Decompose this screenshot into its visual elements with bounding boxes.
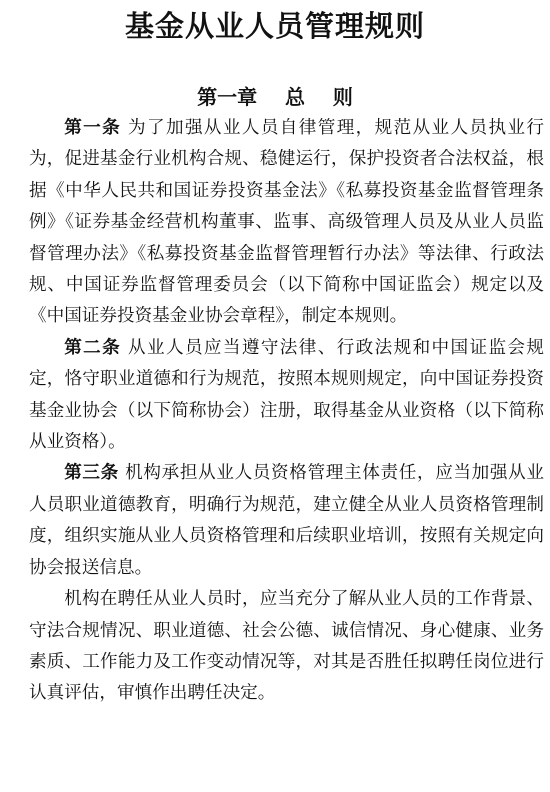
article-label: 第一条 <box>64 118 122 138</box>
document-title: 基金从业人员管理规则 <box>124 9 425 43</box>
document-body <box>29 113 544 710</box>
article-text: 从业人员应当遵守法律、行政法规和中国证监会规定，恪守职业道德和行为规范，按照本规则规定，向中国证券投资基金业协会（以下简称协会）注册，取得基金从业资格（以下简称从业资格）。 <box>29 337 544 453</box>
article-text: 为了加强从业人员自律管理，规范从业人员执业行为，促进基金行业机构合规、稳健运行，保护投资者合法权益，根据《中华人民共和国证券投资基金法》《私募投资基金监督管理条例》《证券基金经营机构董事、监事、高级管理人员及从业人员监督管理办法》《私募投资基金监督管理暂行办法》等法律、行政法规、中国证券监督管理委员会（以下简称中国证监会）规定以及《中国证券投资基金业协会章程》，制定本规则。 <box>29 118 544 327</box>
article-3-continuation-paragraph <box>29 584 544 710</box>
article-text: 机构承担从业人员资格管理主体责任，应当加强从业人员职业道德教育，明确行为规范，建立健全从业人员资格管理制度，组织实施从业人员资格管理和后续职业培训，按照有关规定向协会报送信息。 <box>29 463 544 578</box>
article-1-paragraph <box>29 113 544 333</box>
article-3-paragraph <box>29 458 544 584</box>
article-label: 第三条 <box>64 463 119 484</box>
chapter-heading: 第一章 总 则 <box>197 85 353 109</box>
paragraph-text: 机构在聘任从业人员时，应当充分了解从业人员的工作背景、守法合规情况、职业道德、社会公德、诚信情况、身心健康、业务素质、工作能力及工作变动情况等，对其是否胜任拟聘任岗位进行认真评估，审慎作出聘任决定。 <box>29 589 544 704</box>
article-label: 第二条 <box>64 337 122 358</box>
article-2-paragraph <box>29 333 544 459</box>
